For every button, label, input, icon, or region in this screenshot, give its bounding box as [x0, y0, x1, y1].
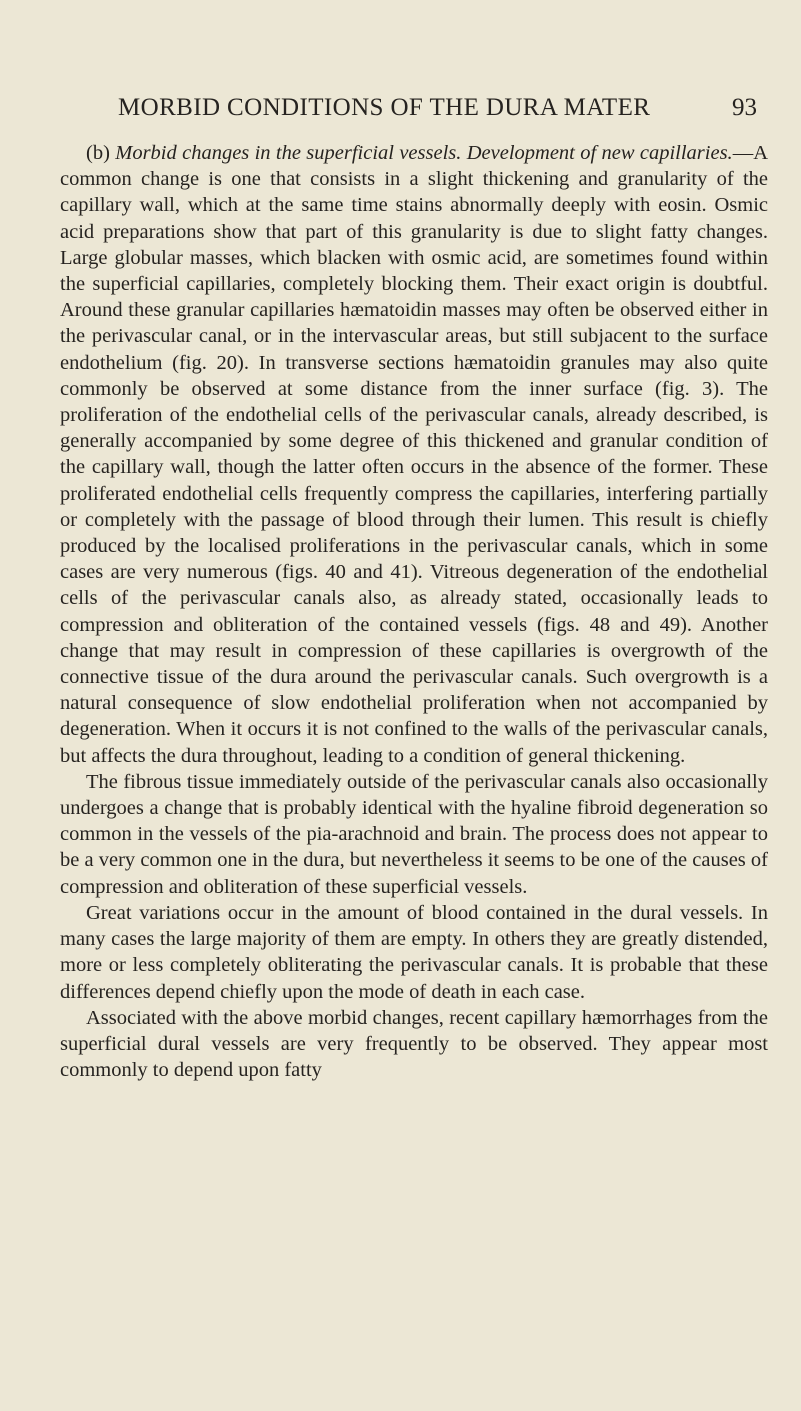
running-title: MORBID CONDITIONS OF THE DURA MATER: [118, 94, 651, 121]
body-text: [60, 140, 768, 1083]
page-number: 93: [732, 94, 757, 121]
paragraph-3: Great variations occur in the amount of blood contained in the dural vessels. In many cases the large majority of them are empty. In others they are greatly distended, more or less completely obliterating the perivascular canals. It is probable that these differences depend chiefly upon the mode of death in each case.: [60, 901, 768, 1003]
paragraph-4: Associated with the above morbid changes, recent capillary hæmorrhages from the superficial dural vessels are very frequently to be observed. They appear most commonly to depend upon fatty: [60, 1006, 768, 1082]
subsection-heading: Development of new capillaries.: [466, 142, 733, 164]
section-heading: Morbid changes in the superficial vessels.: [115, 142, 462, 164]
paragraph-1-text: —A common change is one that consists in a slight thickening and granularity of the capillary wall, which at the same time stains abnormally deeply with eosin. Osmic acid preparations show that part of this granularity is due to slight fatty changes. Large globular masses, which blacken with osmic acid, are sometimes found within the superficial capillaries, completely blocking them. Their exact origin is doubtful. Around these granular capillaries hæmatoidin masses may often be observed either in the perivascular canal, or in the intervascular areas, but still subjacent to the surface endothelium (fig. 20). In transverse sections hæmatoidin granules may also quite commonly be observed at some distance from the inner surface (fig. 3). The proliferation of the endothelial cells of the perivascular canals, already described, is generally accompanied by some degree of this thickened and granular condition of the capillary wall, though the latter often occurs in the absence of the former. These proliferated endothelial cells frequently compress the capillaries, interfering partially or completely with the passage of blood through their lumen. This result is chiefly produced by the localised proliferations in the perivascular canals, which in some cases are very numerous (figs. 40 and 41). Vitreous degeneration of the endothelial cells of the perivascular canals also, as already stated, occasionally leads to compression and obliteration of the contained vessels (figs. 48 and 49). Another change that may result in compression of these capillaries is overgrowth of the connective tissue of the dura around the perivascular canals. Such overgrowth is a natural consequence of slow endothelial proliferation when not accompanied by degeneration. When it occurs it is not confined to the walls of the perivascular canals, but affects the dura throughout, leading to a condition of general thickening.: [60, 142, 768, 767]
paragraph-2: The fibrous tissue immediately outside of the perivascular canals also occasionally undergoes a change that is probably identical with the hyaline fibroid degeneration so common in the vessels of the pia-arachnoid and brain. The process does not appear to be a very common one in the dura, but nevertheless it seems to be one of the causes of compression and obliteration of these superficial vessels.: [60, 770, 768, 898]
section-label: (b): [86, 142, 110, 164]
running-head: [0, 94, 801, 128]
paragraph-1: [60, 140, 768, 769]
